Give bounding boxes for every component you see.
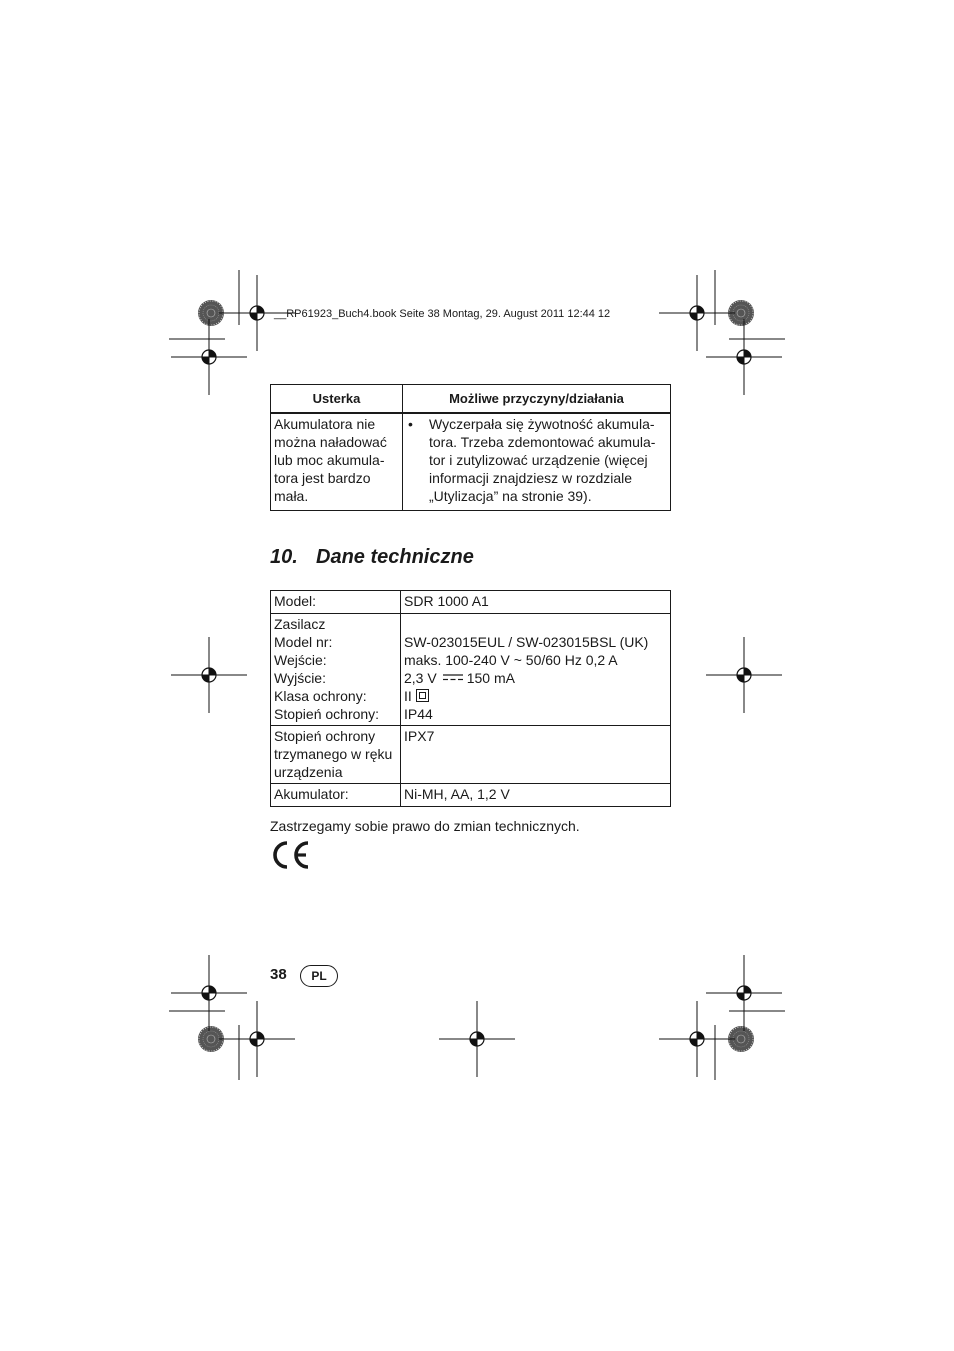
- spec-value: IPX7: [401, 726, 671, 784]
- spec-label: Model:: [271, 591, 401, 614]
- column-header-fault: Usterka: [271, 385, 403, 414]
- technical-changes-note: Zastrzegamy sobie prawo do zmian technicznych.: [270, 818, 580, 834]
- print-file-info: __RP61923_Buch4.book Seite 38 Montag, 29. August 2011 12:44 12: [274, 308, 611, 320]
- section-number: 10.: [270, 546, 298, 568]
- column-header-cause: Możliwe przyczyny/działania: [403, 385, 671, 414]
- table-row: [271, 591, 671, 614]
- troubleshooting-table: [270, 384, 671, 511]
- spec-label: Zasilacz Model nr: Wejście: Wyjście: Klasa ochrony: Stopień ochrony:: [271, 614, 401, 726]
- cause-cell: • Wyczerpała się żywotność akumula- tora. Trzeba zdemontować akumula- tor i zutylizować urządzenie (więcej informacji znajdziesz w rozdziale „Utylizacja” na stronie 39).: [403, 413, 671, 511]
- ce-mark-icon: [270, 840, 312, 870]
- fault-cell: Akumulatora nie można naładować lub moc akumula- tora jest bardzo mała.: [271, 413, 403, 511]
- section-title: Dane techniczne: [316, 546, 474, 568]
- spec-label: Akumulator:: [271, 784, 401, 807]
- spec-value: Ni-MH, AA, 1,2 V: [401, 784, 671, 807]
- table-row: [271, 614, 671, 726]
- language-badge: PL: [300, 965, 338, 987]
- double-insulation-icon: [416, 689, 429, 702]
- spec-label: Stopień ochrony trzymanego w ręku urządzenia: [271, 726, 401, 784]
- table-row: [271, 784, 671, 807]
- table-row: [271, 726, 671, 784]
- spec-value: SW-023015EUL / SW-023015BSL (UK) maks. 100-240 V ~ 50/60 Hz 0,2 A 2,3 V 150 mA II IP44: [401, 614, 671, 726]
- spec-table: [270, 590, 671, 807]
- direct-current-icon: [443, 674, 463, 681]
- section-heading: [270, 546, 474, 569]
- bullet: •: [408, 416, 413, 432]
- table-row: [271, 413, 671, 511]
- spec-value: SDR 1000 A1: [401, 591, 671, 614]
- page-number: 38: [270, 966, 287, 983]
